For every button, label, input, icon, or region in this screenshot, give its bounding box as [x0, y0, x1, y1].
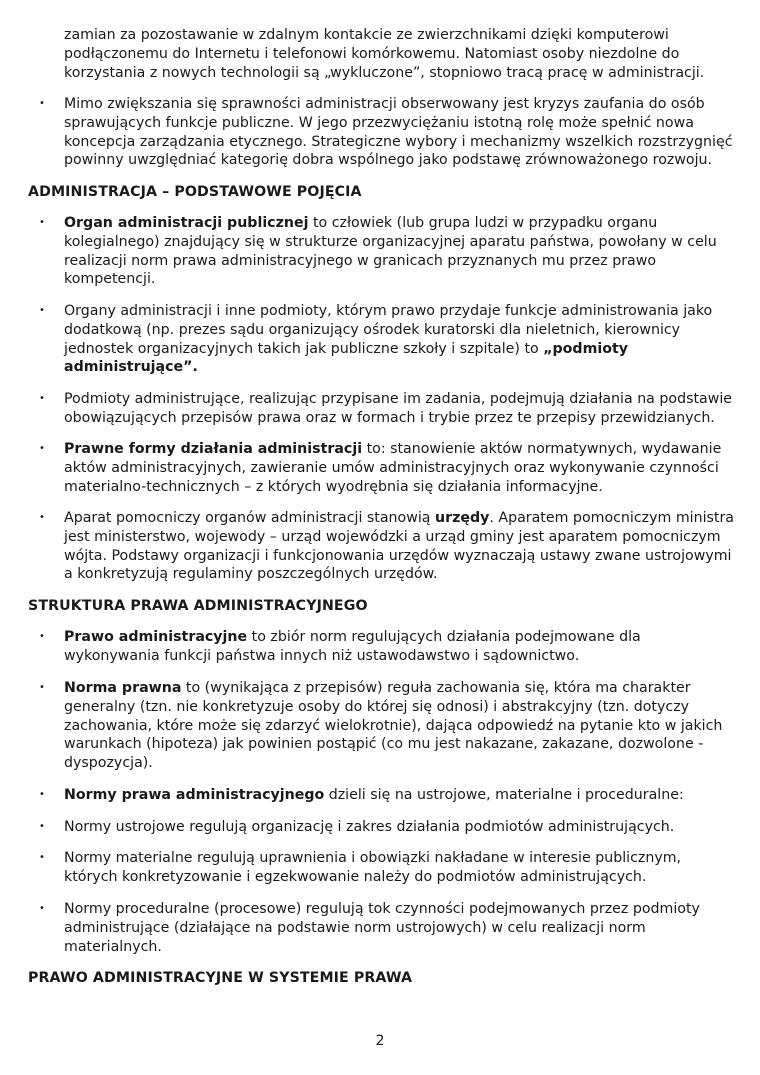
bullet-icon: •: [39, 631, 45, 642]
bullet-icon: •: [39, 682, 45, 693]
list-item-text: Organ administracji publicznej to człowiek (lub grupa ludzi w przypadku organu kolegialnego) znajdujący się w strukturze organizacyjnej aparatu państwa, powołany w celu realizacji norm prawa administracyjnego w granicach przyznanych mu przez prawo kompetencji.: [64, 215, 717, 288]
list-item-text: Normy materialne regulują uprawnienia i obowiązki nakładane w interesie publicznym, których konkretyzowanie i egzekwowanie należy do podmiotów administrujących.: [64, 850, 682, 885]
bullet-icon: •: [39, 217, 45, 228]
bullet-icon: •: [39, 821, 45, 832]
continuation-paragraph: zamian za pozostawanie w zdalnym kontakcie ze zwierzchnikami dzięki komputerowi podłączonemu do Internetu i telefonowi komórkowemu. Natomiast osoby niezdolne do korzystania z nowych technologii są „wykluczone”, stopniowo tracą pracę w administracji.: [64, 27, 705, 81]
bullet-icon: •: [39, 789, 45, 800]
list-item-text: Prawo administracyjne to zbiór norm regulujących działania podejmowane dla wykonywania funkcji państwa innych niż ustawodawstwo i sądownictwo.: [64, 629, 641, 664]
list-item-text: Organy administracji i inne podmioty, którym prawo przydaje funkcje administrowania jako dodatkową (np. prezes sądu organizujący ośrodek kuratorski dla nieletnich, kierownicy jednostek organizacyjnych takich jak publiczne szkoły i szpitale) to „podmioty administrujące”.: [64, 303, 713, 376]
term: Organ administracji publicznej: [64, 215, 309, 231]
bullet-icon: •: [39, 903, 45, 914]
term: Normy prawa administracyjnego: [64, 787, 325, 803]
term: Norma prawna: [64, 680, 182, 696]
section-heading: STRUKTURA PRAWA ADMINISTRACYJNEGO: [28, 598, 368, 614]
page-number: 2: [375, 1033, 385, 1049]
bullet-icon: •: [39, 512, 45, 523]
list-item-text: Mimo zwiększania się sprawności administracji obserwowany jest kryzys zaufania do osób sprawujących funkcje publiczne. W jego przezwyciężaniu istotną rolę może spełnić nowa koncepcja zarządzania etycznego. Strategiczne wybory i mechanizmy wszelkich rozstrzygnięć powinny uwzględniać kategorię dobra wspólnego jako podstawę zrównoważonego rozwoju.: [64, 96, 733, 169]
list-item-text: Normy proceduralne (procesowe) regulują tok czynności podejmowanych przez podmioty administrujące (działające na podstawie norm ustrojowych) w celu realizacji norm materialnych.: [64, 901, 700, 955]
term: Prawne formy działania administracji: [64, 441, 363, 457]
bullet-icon: •: [39, 393, 45, 404]
section-heading: PRAWO ADMINISTRACYJNE W SYSTEMIE PRAWA: [28, 970, 413, 986]
section-heading: ADMINISTRACJA – PODSTAWOWE POJĘCIA: [28, 184, 362, 200]
list-item-text: Normy ustrojowe regulują organizację i zakres działania podmiotów administrujących.: [64, 819, 675, 835]
list-item-text: Aparat pomocniczy organów administracji stanowią urzędy. Aparatem pomocniczym ministra jest ministerstwo, wojewody – urząd wojewódzki a urząd gminy jest aparatem pomocniczym wójta. Podstawy organizacji i funkcjonowania urzędów wyznaczają ustawy zwane ustrojowymi a konkretyzują regulaminy poszczególnych urzędów.: [64, 510, 735, 583]
bullet-icon: •: [39, 443, 45, 454]
list-item-text: Podmioty administrujące, realizując przypisane im zadania, podejmują działania na podstawie obowiązujących przepisów prawa oraz w formach i trybie przez te przepisy przewidzianych.: [64, 391, 733, 426]
bullet-icon: •: [39, 98, 45, 109]
term: urzędy: [434, 510, 490, 526]
list-item-text: Normy prawa administracyjnego dzieli się na ustrojowe, materialne i proceduralne:: [64, 787, 684, 803]
list-item-text: Prawne formy działania administracji to: stanowienie aktów normatywnych, wydawanie aktów administracyjnych, zawieranie umów administracyjnych oraz wykonywanie czynności materialno-technicznych – z których wyodrębnia się działania informacyjne.: [64, 441, 722, 495]
term: „podmioty administrujące”.: [64, 340, 629, 376]
term: Prawo administracyjne: [64, 629, 248, 645]
bullet-icon: •: [39, 305, 45, 316]
bullet-icon: •: [39, 852, 45, 863]
list-item-text: Norma prawna to (wynikająca z przepisów) reguła zachowania się, która ma charakter generalny (tzn. nie konkretyzuje osoby do której się odnosi) i abstrakcyjny (tzn. dotyczy zachowania, które może się zdarzyć wielokrotnie), dająca odpowiedź na pytanie kto w jakich warunkach (hipoteza) jak powinien postąpić (co mu jest nakazane, zakazane, dozwolone - dyspozycja).: [64, 680, 723, 772]
